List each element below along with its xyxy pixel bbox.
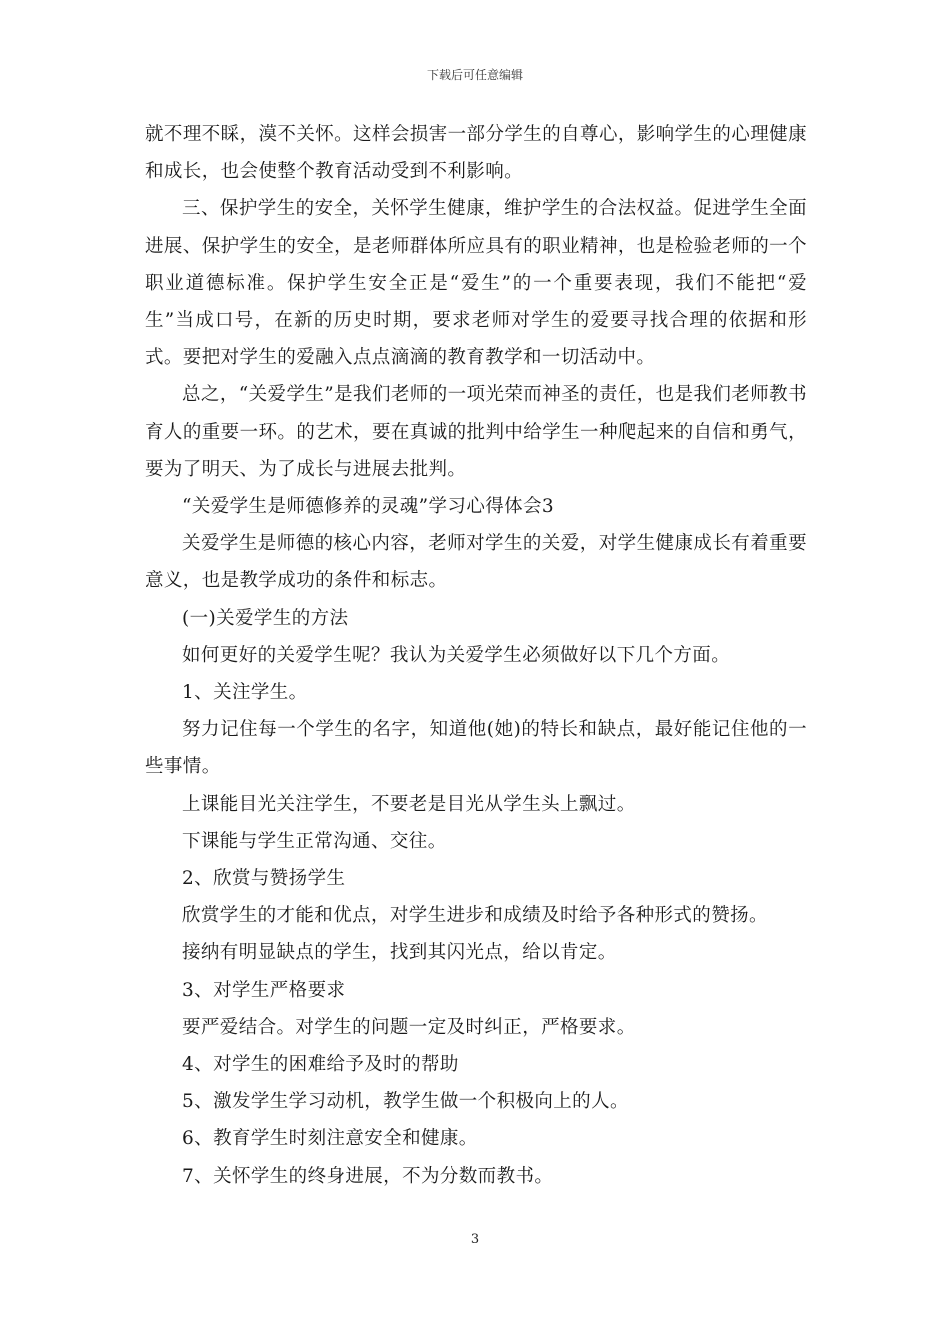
- paragraph: 下课能与学生正常沟通、交往。: [182, 830, 447, 852]
- paragraph: 3、对学生严格要求: [182, 979, 346, 1001]
- paragraph: 接纳有明显缺点的学生，找到其闪光点，给以肯定。: [182, 942, 617, 964]
- paragraph: 上课能目光关注学生，不要老是目光从学生头上飘过。: [182, 793, 636, 815]
- paragraph: 努力记住每一个学生的名字，知道他(她)的特长和缺点，最好能记住他的一些事情。: [145, 719, 807, 778]
- paragraph: 7、关怀学生的终身进展，不为分数而教书。: [182, 1165, 554, 1187]
- paragraph: 1、关注学生。: [182, 682, 308, 704]
- page-number: 3: [470, 1232, 480, 1247]
- paragraph: 6、教育学生时刻注意安全和健康。: [182, 1128, 478, 1150]
- paragraph: 如何更好的关爱学生呢？我认为关爱学生必须做好以下几个方面。: [182, 644, 731, 666]
- document-body: [145, 116, 807, 1195]
- paragraph: 关爱学生是师德的核心内容，老师对学生的关爱，对学生健康成长有着重要意义，也是教学成功的条件和标志。: [145, 533, 807, 592]
- paragraph: 三、保护学生的安全，关怀学生健康，维护学生的合法权益。促进学生全面进展、保护学生的安全，是老师群体所应具有的职业精神，也是检验老师的一个职业道德标准。保护学生安全正是“爱生”的一个重要表现，我们不能把“爱生”当成口号，在新的历史时期，要求老师对学生的爱要寻找合理的依据和形式。要把对学生的爱融入点点滴滴的教育教学和一切活动中。: [145, 198, 807, 369]
- paragraph: 5、激发学生学习动机，教学生做一个积极向上的人。: [182, 1091, 629, 1113]
- paragraph: 4、对学生的困难给予及时的帮助: [182, 1054, 459, 1076]
- paragraph: 要严爱结合。对学生的问题一定及时纠正，严格要求。: [182, 1016, 636, 1038]
- paragraph: 就不理不睬，漠不关怀。这样会损害一部分学生的自尊心，影响学生的心理健康和成长，也会使整个教育活动受到不利影响。: [145, 124, 807, 183]
- paragraph: 总之，“关爱学生”是我们老师的一项光荣而神圣的责任，也是我们老师教书育人的重要一环。的艺术，要在真诚的批判中给学生一种爬起来的自信和勇气，要为了明天、为了成长与进展去批判。: [145, 384, 807, 480]
- page-header: 下载后可任意编辑: [426, 68, 523, 82]
- paragraph: 2、欣赏与赞扬学生: [182, 868, 346, 890]
- paragraph: (一)关爱学生的方法: [182, 607, 349, 629]
- paragraph: 欣赏学生的才能和优点，对学生进步和成绩及时给予各种形式的赞扬。: [182, 905, 768, 927]
- paragraph: “关爱学生是师德修养的灵魂”学习心得体会3: [182, 496, 555, 518]
